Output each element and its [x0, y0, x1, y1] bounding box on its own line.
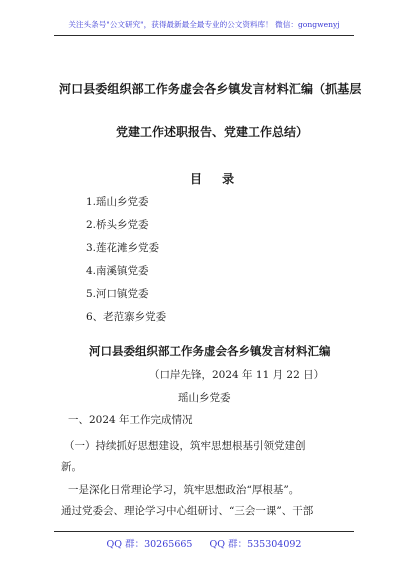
section-org: 瑶山乡党委 [178, 392, 231, 404]
heading-completion-status: 一、2024 年工作完成情况 [68, 414, 193, 426]
paragraph-ideological-building [61, 436, 346, 478]
paragraph-line: 新。 [61, 461, 82, 473]
paragraph-line: 通过党委会、理论学习中心组研讨、“三会一课”、干部 [61, 505, 314, 517]
paragraph-line: （一）持续抓好思想建设，筑牢思想根基引领党建创 [64, 440, 306, 452]
footer-qq-group-2: QQ 群：535304092 [209, 539, 302, 550]
paragraph-theory-study [61, 480, 346, 522]
section-meta: （口岸先锋，2024 年 11 月 22 日） [149, 369, 325, 381]
toc-heading: 目 录 [190, 172, 243, 186]
toc-item[interactable]: 6、老范寨乡党委 [86, 311, 167, 323]
paragraph-line: 一是深化日常理论学习，筑牢思想政治“厚根基”。 [68, 484, 300, 496]
toc-item[interactable]: 4.南溪镇党委 [86, 265, 149, 277]
footer-contacts [54, 531, 354, 550]
footer-qq-group-1: QQ 群：30265665 [106, 539, 193, 550]
toc-item[interactable]: 1.瑶山乡党委 [86, 196, 149, 208]
toc-item[interactable]: 3.莲花滩乡党委 [86, 242, 160, 254]
document-title-line2: 党建工作述职报告、党建工作总结） [116, 125, 309, 139]
toc-item[interactable]: 2.桥头乡党委 [86, 219, 149, 231]
section-title: 河口县委组织部工作务虚会各乡镇发言材料汇编 [89, 344, 331, 358]
header-promo: 关注头条号"公文研究"，获得最新最全最专业的公文资料库！ 微信：gongwenyj [54, 19, 354, 36]
toc-item[interactable]: 5.河口镇党委 [86, 288, 149, 300]
table-of-contents [86, 194, 166, 332]
document-title-line1: 河口县委组织部工作务虚会各乡镇发言材料汇编（抓基层 [59, 82, 362, 96]
